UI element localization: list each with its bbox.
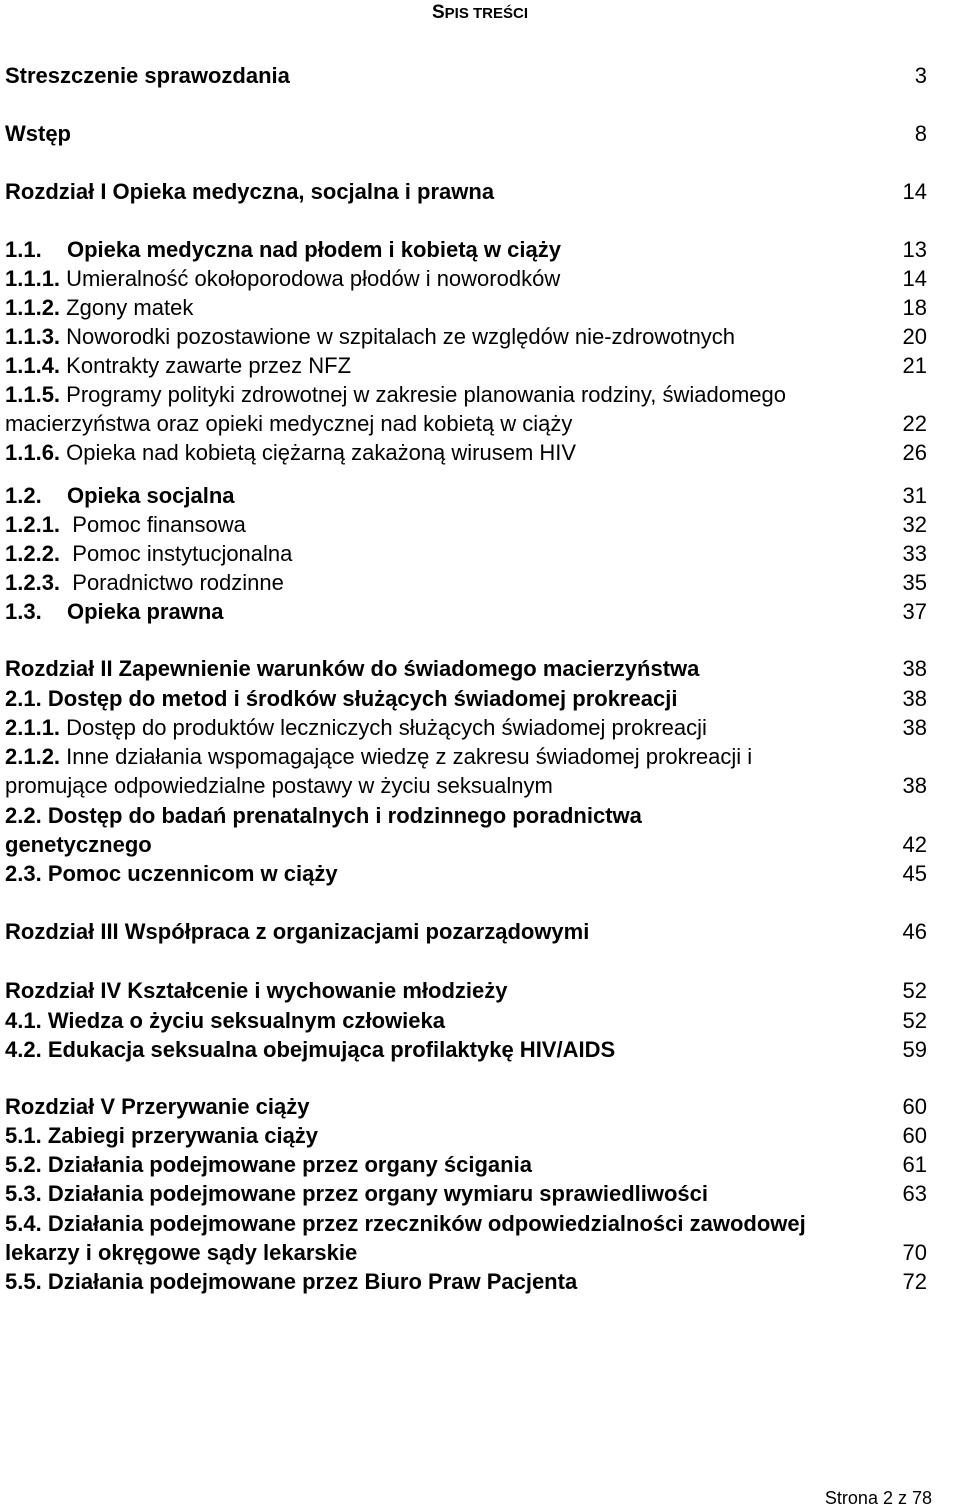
toc-entry xyxy=(5,654,927,684)
toc-entry-number: 1.2.1. xyxy=(5,512,61,537)
toc-entry-title: Kontrakty zawarte przez NFZ xyxy=(60,353,352,378)
toc-entry xyxy=(5,1238,927,1268)
toc-entry xyxy=(5,61,927,91)
toc-entry-page: 33 xyxy=(902,541,927,566)
toc-entry xyxy=(5,771,927,801)
toc-entry-page: 38 xyxy=(902,715,927,740)
toc-entry-title: Rozdział V Przerywanie ciąży xyxy=(5,1094,310,1119)
toc-entry xyxy=(5,597,927,627)
toc-entry-number: 5.1. xyxy=(5,1123,42,1148)
toc-entry xyxy=(5,264,927,294)
toc-entry xyxy=(5,481,927,511)
toc-entry xyxy=(5,1209,927,1239)
page-title: SPIS TREŚCI xyxy=(431,2,529,23)
toc-entry-title: Rozdział II Zapewnienie warunków do świadomego macierzyństwa xyxy=(5,656,700,681)
toc-entry-page: 8 xyxy=(914,121,927,146)
toc-entry-page: 63 xyxy=(902,1181,927,1206)
toc-entry-title: Działania podejmowane przez Biuro Praw Pacjenta xyxy=(41,1269,578,1294)
toc-entry xyxy=(5,976,927,1006)
toc-entry-title: Dostęp do metod i środków służących świadomej prokreacji xyxy=(41,686,678,711)
toc-entry-page: 22 xyxy=(902,411,927,436)
toc-entry-title: Opieka socjalna xyxy=(67,483,235,508)
toc-entry-page: 26 xyxy=(902,440,927,465)
toc-entry-page: 35 xyxy=(902,570,927,595)
toc-entry xyxy=(5,801,927,831)
toc-entry-page: 38 xyxy=(902,686,927,711)
toc-entry-number: 1.1.2. xyxy=(5,295,61,320)
toc-entry-page: 60 xyxy=(902,1094,927,1119)
toc-entry-page: 46 xyxy=(902,919,927,944)
toc-entry xyxy=(5,830,927,860)
toc-entry xyxy=(5,510,927,540)
toc-entry-title: Dostęp do badań prenatalnych i rodzinnego poradnictwa xyxy=(41,803,642,828)
toc-entry-page: 14 xyxy=(902,179,927,204)
toc-entry-number: 1.1.4. xyxy=(5,353,61,378)
toc-entry-page: 37 xyxy=(902,599,927,624)
toc-entry-number: 1.2.2. xyxy=(5,541,61,566)
toc-entry-number: 5.2. xyxy=(5,1152,42,1177)
toc-entry-page: 31 xyxy=(902,483,927,508)
toc-entry-number: 2.3. xyxy=(5,861,42,886)
toc-entry xyxy=(5,917,927,947)
toc-entry xyxy=(5,177,927,207)
toc-entry-number: 2.1.1. xyxy=(5,715,61,740)
toc-entry-title: Pomoc uczennicom w ciąży xyxy=(41,861,338,886)
toc-entry-page: 60 xyxy=(902,1123,927,1148)
toc-entry-title: Działania podejmowane przez organy ścigania xyxy=(41,1152,532,1177)
toc-entry-title: Wiedza o życiu seksualnym człowieka xyxy=(41,1008,445,1033)
toc-entry-page: 20 xyxy=(902,324,927,349)
toc-entry xyxy=(5,1121,927,1151)
toc-entry-page: 52 xyxy=(902,978,927,1003)
toc-entry-title: Streszczenie sprawozdania xyxy=(5,63,290,88)
toc-entry-number: 2.1. xyxy=(5,686,42,711)
toc-entry xyxy=(5,119,927,149)
toc-entry-page: 3 xyxy=(914,63,927,88)
toc-entry-page: 72 xyxy=(902,1269,927,1294)
toc-entry-title: Zabiegi przerywania ciąży xyxy=(41,1123,319,1148)
toc-entry xyxy=(5,322,927,352)
toc-entry-title: lekarzy i okręgowe sądy lekarskie xyxy=(5,1240,358,1265)
toc-entry-number: 1.1.5. xyxy=(5,382,61,407)
toc-entry-page: 13 xyxy=(902,237,927,262)
toc-entry-title: genetycznego xyxy=(5,832,152,857)
toc-entry-number: 2.1.2. xyxy=(5,744,61,769)
toc-entry-number: 5.3. xyxy=(5,1181,42,1206)
toc-entry xyxy=(5,1006,927,1036)
toc-entry xyxy=(5,293,927,323)
toc-entry xyxy=(5,409,927,439)
toc-entry-title: Opieka nad kobietą ciężarną zakażoną wirusem HIV xyxy=(60,440,577,465)
toc-entry-page: 21 xyxy=(902,353,927,378)
toc-entry-page: 14 xyxy=(902,266,927,291)
toc-entry xyxy=(5,539,927,569)
toc-entry-number: 1.3. xyxy=(5,599,42,624)
toc-entry-page: 45 xyxy=(902,861,927,886)
toc-entry xyxy=(5,1035,927,1065)
toc-entry-title: macierzyństwa oraz opieki medycznej nad kobietą w ciąży xyxy=(5,411,573,436)
toc-entry xyxy=(5,1179,927,1209)
toc-entry-title: Noworodki pozostawione w szpitalach ze względów nie-zdrowotnych xyxy=(60,324,736,349)
toc-entry-number: 1.1.3. xyxy=(5,324,61,349)
toc-entry-title: Wstęp xyxy=(5,121,71,146)
toc-entry xyxy=(5,684,927,714)
toc-entry-title: Programy polityki zdrowotnej w zakresie planowania rodziny, świadomego xyxy=(60,382,786,407)
toc-entry xyxy=(5,1267,927,1297)
toc-entry-title: Umieralność okołoporodowa płodów i noworodków xyxy=(60,266,561,291)
toc-entry-number: 5.5. xyxy=(5,1269,42,1294)
toc-entry-number: 4.2. xyxy=(5,1037,42,1062)
toc-entry-title: Działania podejmowane przez rzeczników odpowiedzialności zawodowej xyxy=(41,1211,806,1236)
toc-entry-title: Zgony matek xyxy=(60,295,194,320)
toc-entry-number: 1.2. xyxy=(5,483,42,508)
toc-entry xyxy=(5,713,927,743)
toc-entry-number: 1.1. xyxy=(5,237,42,262)
toc-entry-title: Rozdział III Współpraca z organizacjami pozarządowymi xyxy=(5,919,590,944)
toc-entry-page: 42 xyxy=(902,832,927,857)
toc-entry-number: 4.1. xyxy=(5,1008,42,1033)
page-footer: Strona 2 z 78 xyxy=(824,1488,932,1508)
toc-entry-page: 38 xyxy=(902,656,927,681)
toc-entry-title: Pomoc finansowa xyxy=(60,512,246,537)
toc-entry-title: Rozdział I Opieka medyczna, socjalna i prawna xyxy=(5,179,495,204)
toc-entry-title: Pomoc instytucjonalna xyxy=(60,541,293,566)
toc-entry-title: Dostęp do produktów leczniczych służących świadomej prokreacji xyxy=(60,715,707,740)
toc-entry-number: 5.4. xyxy=(5,1211,42,1236)
toc-entry-page: 59 xyxy=(902,1037,927,1062)
toc-entry-page: 70 xyxy=(902,1240,927,1265)
toc-entry-page: 18 xyxy=(902,295,927,320)
toc-entry-title: Edukacja seksualna obejmująca profilaktykę HIV/AIDS xyxy=(41,1037,616,1062)
toc-entry-number: 1.1.6. xyxy=(5,440,61,465)
toc-entry-number: 1.2.3. xyxy=(5,570,61,595)
toc-entry-title: promujące odpowiedzialne postawy w życiu seksualnym xyxy=(5,773,553,798)
toc-entry-number: 1.1.1. xyxy=(5,266,61,291)
toc-entry-page: 52 xyxy=(902,1008,927,1033)
toc-entry xyxy=(5,568,927,598)
toc-entry xyxy=(5,859,927,889)
toc-entry-number: 2.2. xyxy=(5,803,42,828)
toc-entry xyxy=(5,742,927,772)
toc-entry-page: 38 xyxy=(902,773,927,798)
toc-entry xyxy=(5,235,927,265)
toc-entry-title: Opieka prawna xyxy=(67,599,224,624)
toc-entry-page: 32 xyxy=(902,512,927,537)
toc-entry xyxy=(5,1092,927,1122)
toc-entry-title: Inne działania wspomagające wiedzę z zakresu świadomej prokreacji i xyxy=(60,744,753,769)
toc-entry xyxy=(5,380,927,410)
toc-entry-title: Opieka medyczna nad płodem i kobietą w ciąży xyxy=(67,237,561,262)
toc-entry-title: Poradnictwo rodzinne xyxy=(60,570,284,595)
toc-entry xyxy=(5,1150,927,1180)
toc-entry-page: 61 xyxy=(902,1152,927,1177)
toc-entry xyxy=(5,351,927,381)
toc-entry-title: Działania podejmowane przez organy wymiaru sprawiedliwości xyxy=(41,1181,708,1206)
toc-entry xyxy=(5,438,927,468)
toc-entry-title: Rozdział IV Kształcenie i wychowanie młodzieży xyxy=(5,978,508,1003)
